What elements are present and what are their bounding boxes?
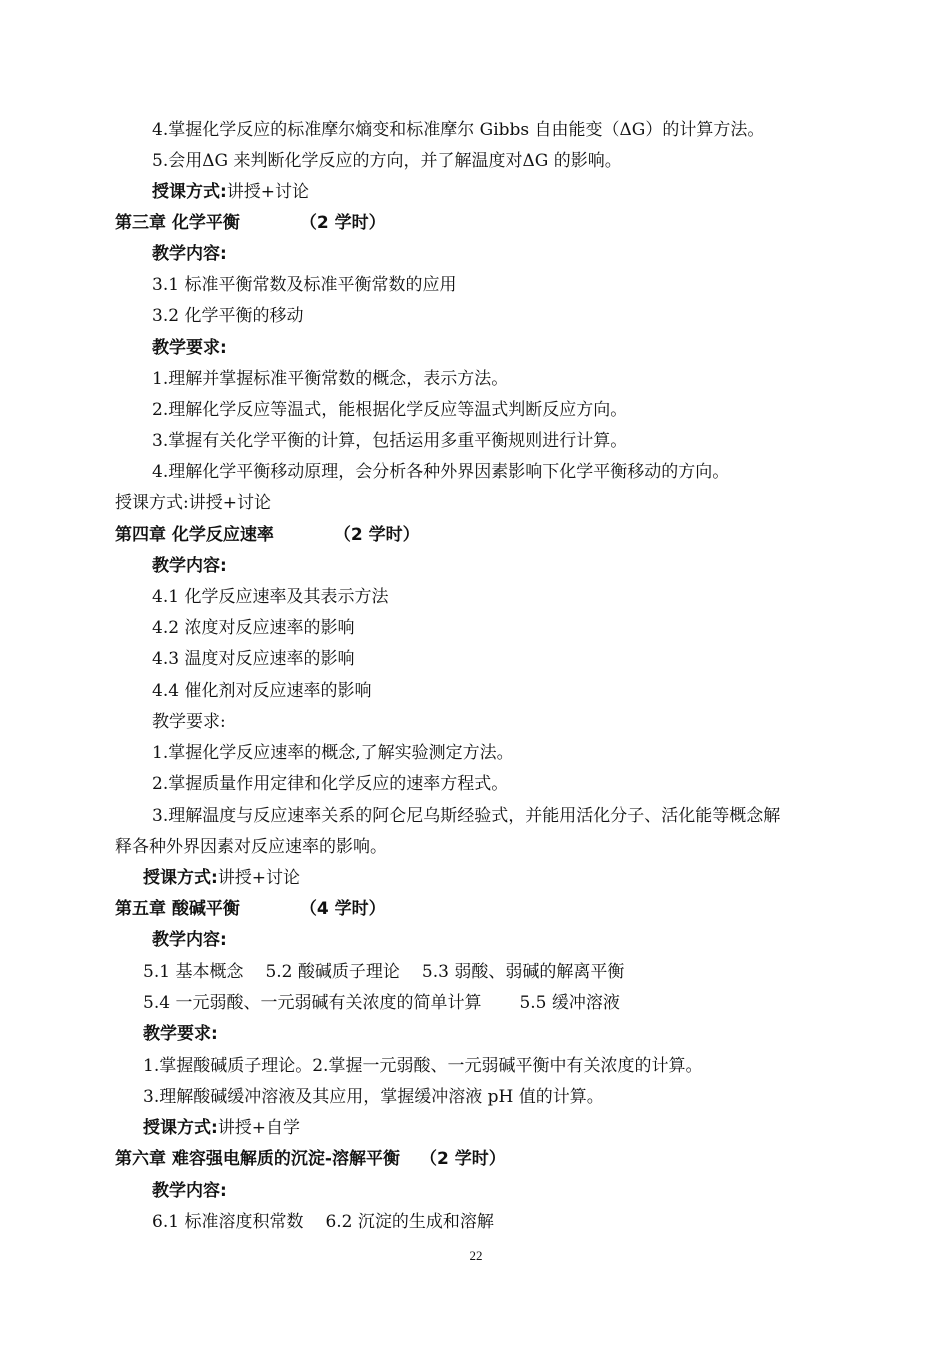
ch6-content-row-1	[152, 1211, 494, 1233]
ch6-content-item: 6.2 沉淀的生成和溶解	[325, 1212, 494, 1232]
ch5-content-item: 5.2 酸碱质子理论	[265, 962, 400, 982]
ch3-title: 第三章 化学平衡	[115, 213, 240, 233]
ch3-hours: （2 学时）	[299, 213, 386, 233]
ch5-heading	[115, 898, 386, 920]
ch3-content-item: 3.2 化学平衡的移动	[152, 306, 304, 326]
ch5-teach-method	[143, 1117, 300, 1139]
ch4-hours: （2 学时）	[333, 525, 420, 545]
ch6-hours: （2 学时）	[419, 1149, 506, 1169]
ch5-content-row-1	[143, 961, 624, 983]
ch3-teach-method: 授课方式:讲授+讨论	[115, 493, 271, 513]
ch4-requirement-continued: 释各种外界因素对反应速率的影响。	[115, 837, 387, 857]
ch3-content-label: 教学内容:	[152, 244, 227, 264]
ch4-requirement: 1.掌握化学反应速率的概念,了解实验测定方法。	[152, 743, 514, 763]
ch2-requirement-4: 4.掌握化学反应的标准摩尔熵变和标准摩尔 Gibbs 自由能变（ΔG）的计算方法。	[152, 120, 765, 140]
ch5-content-label: 教学内容:	[152, 930, 227, 950]
ch5-req-label: 教学要求:	[143, 1024, 218, 1044]
ch4-req-label: 教学要求:	[152, 712, 226, 732]
ch6-content-label: 教学内容:	[152, 1181, 227, 1201]
teach-method-value: 讲授+讨论	[226, 182, 310, 202]
ch6-heading	[115, 1148, 506, 1170]
ch5-content-item: 5.5 缓冲溶液	[519, 993, 620, 1013]
teach-method-label: 授课方式:	[143, 1118, 218, 1138]
ch4-content-item: 4.3 温度对反应速率的影响	[152, 649, 355, 669]
ch3-requirement: 1.理解并掌握标准平衡常数的概念，表示方法。	[152, 369, 509, 389]
page-number: 22	[469, 1248, 483, 1263]
ch3-heading	[115, 212, 386, 234]
teach-method-value: 讲授+自学	[217, 1118, 301, 1138]
ch5-content-item: 5.4 一元弱酸、一元弱碱有关浓度的简单计算	[143, 993, 482, 1013]
ch2-teach-method	[152, 181, 309, 203]
ch2-requirement-5: 5.会用ΔG 来判断化学反应的方向，并了解温度对ΔG 的影响。	[152, 151, 622, 171]
ch4-content-item: 4.1 化学反应速率及其表示方法	[152, 587, 389, 607]
ch4-content-label: 教学内容:	[152, 556, 227, 576]
ch5-title: 第五章 酸碱平衡	[115, 899, 240, 919]
ch5-content-item: 5.1 基本概念	[143, 962, 244, 982]
ch3-requirement: 3.掌握有关化学平衡的计算，包括运用多重平衡规则进行计算。	[152, 431, 628, 451]
ch4-title: 第四章 化学反应速率	[115, 525, 274, 545]
ch4-requirement: 3.理解温度与反应速率关系的阿仑尼乌斯经验式，并能用活化分子、活化能等概念解	[152, 806, 781, 826]
ch3-requirement: 4.理解化学平衡移动原理，会分析各种外界因素影响下化学平衡移动的方向。	[152, 462, 730, 482]
ch5-content-item: 5.3 弱酸、弱碱的解离平衡	[421, 962, 625, 982]
ch3-requirement: 2.理解化学反应等温式，能根据化学反应等温式判断反应方向。	[152, 400, 628, 420]
ch3-req-label: 教学要求:	[152, 338, 227, 358]
ch6-title: 第六章 难容强电解质的沉淀-溶解平衡	[115, 1149, 400, 1169]
ch5-hours: （4 学时）	[299, 899, 386, 919]
teach-method-label: 授课方式:	[152, 182, 227, 202]
ch6-content-item: 6.1 标准溶度积常数	[152, 1212, 304, 1232]
ch4-content-item: 4.4 催化剂对反应速率的影响	[152, 681, 372, 701]
ch4-heading	[115, 524, 420, 546]
ch3-content-item: 3.1 标准平衡常数及标准平衡常数的应用	[152, 275, 457, 295]
ch4-requirement: 2.掌握质量作用定律和化学反应的速率方程式。	[152, 774, 509, 794]
ch4-content-item: 4.2 浓度对反应速率的影响	[152, 618, 355, 638]
ch4-teach-method	[143, 867, 300, 889]
ch5-content-row-2	[143, 992, 620, 1014]
teach-method-value: 讲授+讨论	[217, 868, 301, 888]
teach-method-label: 授课方式:	[143, 868, 218, 888]
ch5-requirement: 3.理解酸碱缓冲溶液及其应用，掌握缓冲溶液 pH 值的计算。	[143, 1087, 604, 1107]
ch5-requirement: 1.掌握酸碱质子理论。2.掌握一元弱酸、一元弱碱平衡中有关浓度的计算。	[143, 1056, 703, 1076]
